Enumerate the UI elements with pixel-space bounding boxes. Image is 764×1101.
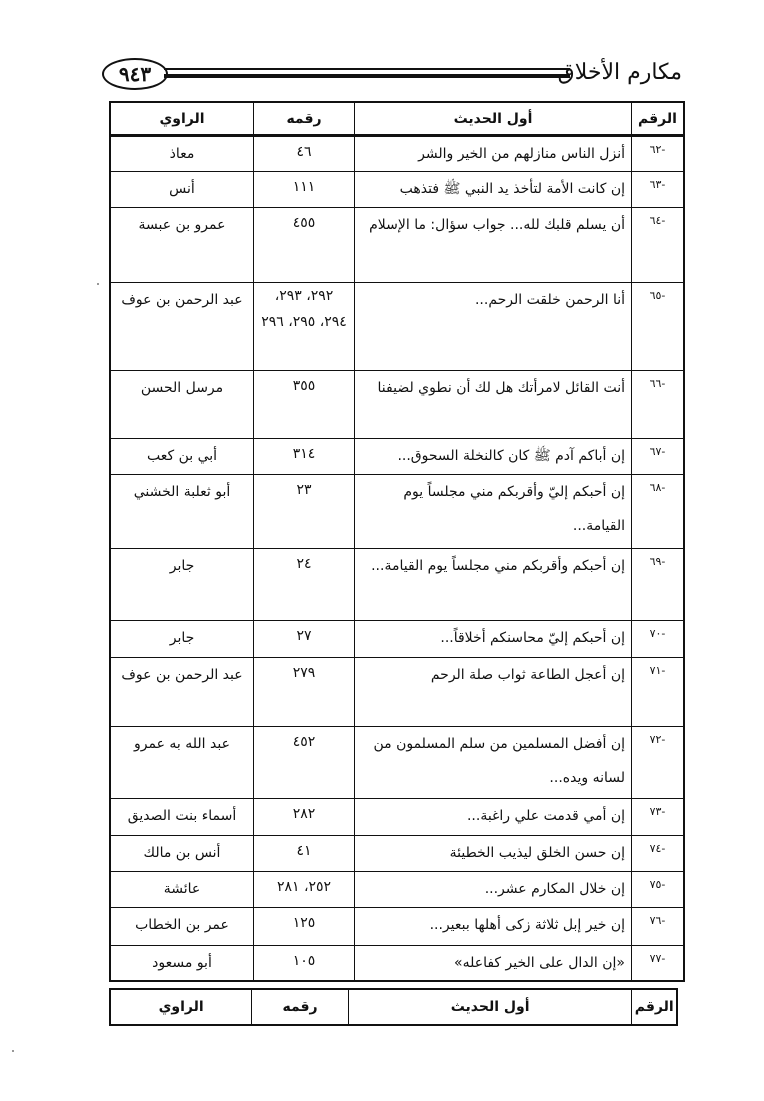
row-narrator: أنس بن مالك	[110, 836, 254, 872]
col-narrator-header: الراوي	[110, 102, 254, 136]
row-narrator: أبو ثعلبة الخشني	[110, 475, 254, 549]
row-num: -٧٠	[632, 621, 685, 658]
row-hadith: إن أفضل المسلمين من سلم المسلمون من لسانه ويده...	[355, 727, 632, 799]
row-num: -٧٣	[632, 799, 685, 836]
row-ref: ١١١	[254, 172, 355, 208]
row-hadith: أن يسلم قلبك لله... جواب سؤال: ما الإسلام	[355, 208, 632, 283]
row-narrator: أبي بن كعب	[110, 439, 254, 475]
row-ref: ٢٤	[254, 549, 355, 621]
row-narrator: جابر	[110, 549, 254, 621]
row-ref: ٢٥٢، ٢٨١	[254, 872, 355, 908]
row-num: -٧٤	[632, 836, 685, 872]
row-narrator: عبد الرحمن بن عوف	[110, 283, 254, 371]
row-narrator: عمرو بن عبسة	[110, 208, 254, 283]
row-num: -٦٨	[632, 475, 685, 549]
row-num: -٦٣	[632, 172, 685, 208]
row-ref: ٣٥٥	[254, 371, 355, 439]
table-row	[110, 439, 684, 475]
row-num: -٦٥	[632, 283, 685, 371]
table-row	[110, 283, 684, 371]
row-narrator: أبو مسعود	[110, 946, 254, 982]
table-row	[110, 549, 684, 621]
footer-col-narrator: الراوي	[110, 989, 252, 1025]
row-hadith: «إن الدال على الخير كفاعله»	[355, 946, 632, 982]
scan-speck	[97, 283, 99, 285]
row-narrator: عبد الرحمن بن عوف	[110, 658, 254, 727]
row-num: -٦٢	[632, 136, 685, 172]
row-hadith: إن كانت الأمة لتأخذ يد النبي ﷺ فتذهب	[355, 172, 632, 208]
row-num: -٧٧	[632, 946, 685, 982]
scan-speck	[12, 1050, 14, 1052]
row-hadith: إن خير إبل ثلاثة زكى أهلها ببعير...	[355, 908, 632, 946]
table-row	[110, 136, 684, 172]
table-row	[110, 872, 684, 908]
row-hadith: أنزل الناس منازلهم من الخير والشر	[355, 136, 632, 172]
row-num: -٦٦	[632, 371, 685, 439]
page-header	[100, 58, 682, 92]
row-narrator: جابر	[110, 621, 254, 658]
table-row	[110, 475, 684, 549]
footer-col-num: الرقم	[632, 989, 677, 1025]
footer-header-table	[109, 988, 678, 1026]
table-row	[110, 371, 684, 439]
row-ref: ١٢٥	[254, 908, 355, 946]
row-hadith: إن أباكم آدم ﷺ كان كالنخلة السحوق...	[355, 439, 632, 475]
row-num: -٦٤	[632, 208, 685, 283]
footer-col-ref: رقمه	[252, 989, 349, 1025]
row-hadith: إن أعجل الطاعة ثواب صلة الرحم	[355, 658, 632, 727]
table-row	[110, 621, 684, 658]
row-ref: ٤٦	[254, 136, 355, 172]
row-num: -٦٧	[632, 439, 685, 475]
row-num: -٧٦	[632, 908, 685, 946]
footer-header-row	[110, 989, 677, 1025]
table-row	[110, 172, 684, 208]
row-hadith: إن أحبكم إليّ وأقربكم مني مجلساً يوم القيامة...	[355, 475, 632, 549]
book-title: مكارم الأخلاق	[557, 60, 682, 85]
table-row	[110, 208, 684, 283]
row-ref: ٤١	[254, 836, 355, 872]
row-num: -٧٥	[632, 872, 685, 908]
row-ref: ٢٨٢	[254, 799, 355, 836]
table-row	[110, 799, 684, 836]
row-hadith: إن خلال المكارم عشر...	[355, 872, 632, 908]
row-ref: ٢٩٢، ٢٩٣، ٢٩٤، ٢٩٥، ٢٩٦	[254, 283, 355, 371]
header-rule	[164, 68, 570, 78]
hadith-index-table	[109, 101, 685, 982]
row-narrator: عائشة	[110, 872, 254, 908]
page-number: ٩٤٣	[102, 58, 168, 90]
row-ref: ١٠٥	[254, 946, 355, 982]
row-ref: ٢٧٩	[254, 658, 355, 727]
row-num: -٧١	[632, 658, 685, 727]
row-ref: ٢٣	[254, 475, 355, 549]
row-narrator: عمر بن الخطاب	[110, 908, 254, 946]
table-header-row	[110, 102, 684, 136]
table-row	[110, 658, 684, 727]
row-narrator: أنس	[110, 172, 254, 208]
row-hadith: إن أمي قدمت علي راغبة...	[355, 799, 632, 836]
row-narrator: عبد الله به عمرو	[110, 727, 254, 799]
row-hadith: إن حسن الخلق ليذيب الخطيئة	[355, 836, 632, 872]
row-narrator: مرسل الحسن	[110, 371, 254, 439]
row-num: -٧٢	[632, 727, 685, 799]
row-ref: ٣١٤	[254, 439, 355, 475]
row-ref: ٤٥٥	[254, 208, 355, 283]
footer-col-hadith: أول الحديث	[348, 989, 632, 1025]
row-narrator: معاذ	[110, 136, 254, 172]
row-hadith: أنا الرحمن خلقت الرحم...	[355, 283, 632, 371]
table-row	[110, 836, 684, 872]
row-hadith: أنت القائل لامرأتك هل لك أن نطوي لضيفنا	[355, 371, 632, 439]
row-ref: ٢٧	[254, 621, 355, 658]
row-ref: ٤٥٢	[254, 727, 355, 799]
table-row	[110, 727, 684, 799]
table-body	[110, 136, 684, 982]
table-row	[110, 946, 684, 982]
row-hadith: إن أحبكم إليّ محاسنكم أخلاقاً...	[355, 621, 632, 658]
col-ref-header: رقمه	[254, 102, 355, 136]
table-row	[110, 908, 684, 946]
row-narrator: أسماء بنت الصديق	[110, 799, 254, 836]
row-num: -٦٩	[632, 549, 685, 621]
row-hadith: إن أحبكم وأقربكم مني مجلساً يوم القيامة...	[355, 549, 632, 621]
col-num-header: الرقم	[632, 102, 685, 136]
col-hadith-header: أول الحديث	[355, 102, 632, 136]
